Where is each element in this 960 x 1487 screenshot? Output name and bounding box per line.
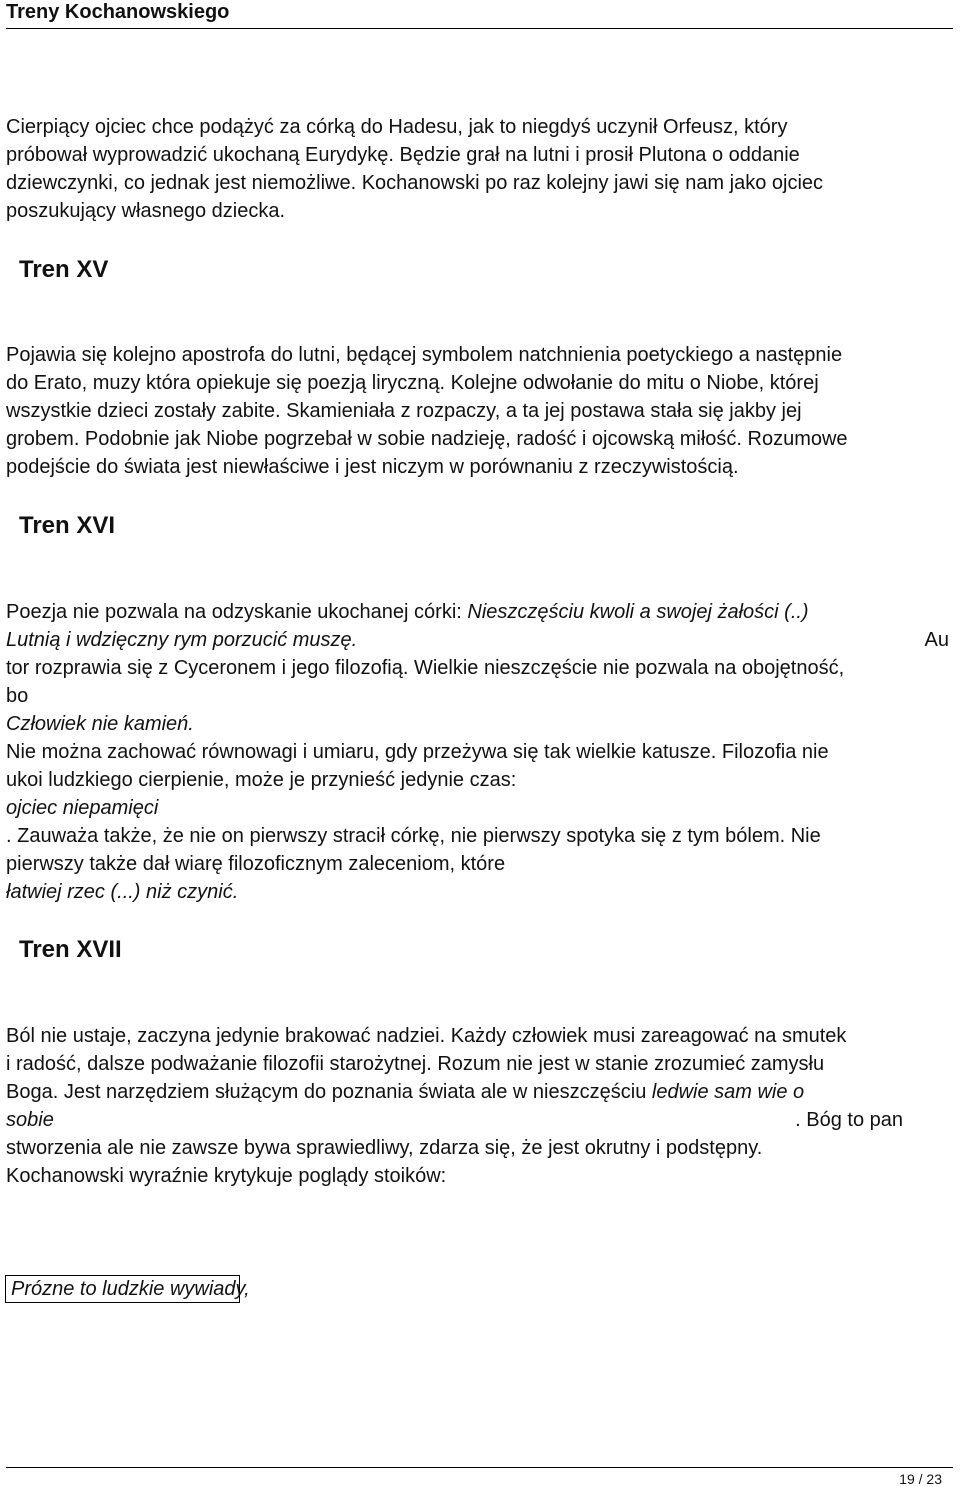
tren-xvi-line: pierwszy także dał wiarę filozoficznym zaleceniom, które [6, 853, 506, 875]
tren-xv-line: Pojawia się kolejno apostrofa do lutni, będącej symbolem natchnienia poetyckiego a następnie [6, 344, 843, 366]
tren-xvi-paragraph [6, 598, 951, 906]
tren-xvii-text: . Bóg to pan [795, 1109, 903, 1131]
tren-xvi-quote: łatwiej rzec (...) niż czynić. [6, 881, 239, 903]
tren-xvii-line [6, 1078, 951, 1106]
tren-xvi-line [6, 626, 951, 654]
tren-xvii-line [6, 1106, 951, 1134]
tren-xvi-line [6, 598, 951, 626]
tren-xvi-line: ukoi ludzkiego cierpienie, może je przynieść jedynie czas: [6, 769, 517, 791]
page-header-title: Treny Kochanowskiego [6, 1, 230, 23]
footer-divider [6, 1467, 953, 1468]
section-heading-tren-xvi: Tren XVI [19, 512, 116, 539]
tren-xvii-quote: ledwie sam wie o [651, 1081, 805, 1103]
intro-line: Cierpiący ojciec chce podążyć za córką do Hadesu, jak to niegdyś uczynił Orfeusz, który [6, 116, 788, 138]
tren-xv-line: do Erato, muzy która opiekuje się poezją liryczną. Kolejne odwołanie do mitu o Niobe, której [6, 372, 819, 394]
header-divider [6, 28, 953, 29]
tren-xvi-text: Au [924, 629, 949, 651]
section-heading-tren-xv: Tren XV [19, 256, 109, 283]
tren-xvi-line: . Zauważa także, że nie on pierwszy stracił córkę, nie pierwszy spotyka się z tym bólem. Nie [6, 825, 821, 847]
intro-line: próbował wyprowadzić ukochaną Eurydykę. Będzie grał na lutni i prosił Plutona o oddanie [6, 144, 800, 166]
tren-xv-line: wszystkie dzieci zostały zabite. Skamieniała z rozpaczy, a ta jej postawa stała się jakby jej [6, 400, 802, 422]
tren-xv-paragraph [6, 341, 951, 481]
tren-xvi-quote: ojciec niepamięci [6, 797, 159, 819]
tren-xvii-line: stworzenia ale nie zawsze bywa sprawiedliwy, zdarza się, że jest okrutny i podstępny. [6, 1137, 763, 1159]
tren-xvi-quote: Nieszczęściu kwoli a swojej żałości (..) [467, 601, 809, 623]
intro-paragraph [6, 113, 951, 225]
intro-line: dziewczynki, co jednak jest niemożliwe. Kochanowski po raz kolejny jawi się nam jako ojciec [6, 172, 824, 194]
tren-xvi-text: Poezja nie pozwala na odzyskanie ukochanej córki: [6, 601, 468, 623]
section-heading-tren-xvii: Tren XVII [19, 936, 122, 963]
tren-xv-line: grobem. Podobnie jak Niobe pogrzebał w sobie nadzieję, radość i ojcowską miłość. Rozumowe [6, 428, 848, 450]
tren-xvi-quote: Człowiek nie kamień. [6, 713, 194, 735]
tren-xvi-quote: Lutnią i wdzięczny rym porzucić muszę. [6, 629, 358, 651]
tren-xvii-line: Kochanowski wyraźnie krytykuje poglądy stoików: [6, 1165, 447, 1187]
intro-line: poszukujący własnego dziecka. [6, 200, 286, 222]
tren-xvi-line: Nie można zachować równowagi i umiaru, gdy przeżywa się tak wielkie katusze. Filozofia nie [6, 741, 829, 763]
tren-xvii-text: Boga. Jest narzędziem służącym do poznania świata ale w nieszczęściu [6, 1081, 652, 1103]
tren-xvii-line: Ból nie ustaje, zaczyna jedynie brakować nadziei. Każdy człowiek musi zareagować na smutek [6, 1025, 847, 1047]
tren-xvii-quote: sobie [6, 1109, 54, 1131]
page-number: 19 / 23 [899, 1471, 942, 1487]
tren-xvi-line: bo [6, 685, 29, 707]
tren-xvii-paragraph [6, 1022, 951, 1190]
tren-xv-line: podejście do świata jest niewłaściwe i jest niczym w porównaniu z rzeczywistością. [6, 456, 739, 478]
tren-xvii-line: i radość, dalsze podważanie filozofii starożytnej. Rozum nie jest w stanie zrozumieć zamysłu [6, 1053, 825, 1075]
tren-xvi-line: tor rozprawia się z Cyceronem i jego filozofią. Wielkie nieszczęście nie pozwala na obojętność, [6, 657, 845, 679]
quote-text: Prózne to ludzkie wywiady, [11, 1278, 250, 1300]
